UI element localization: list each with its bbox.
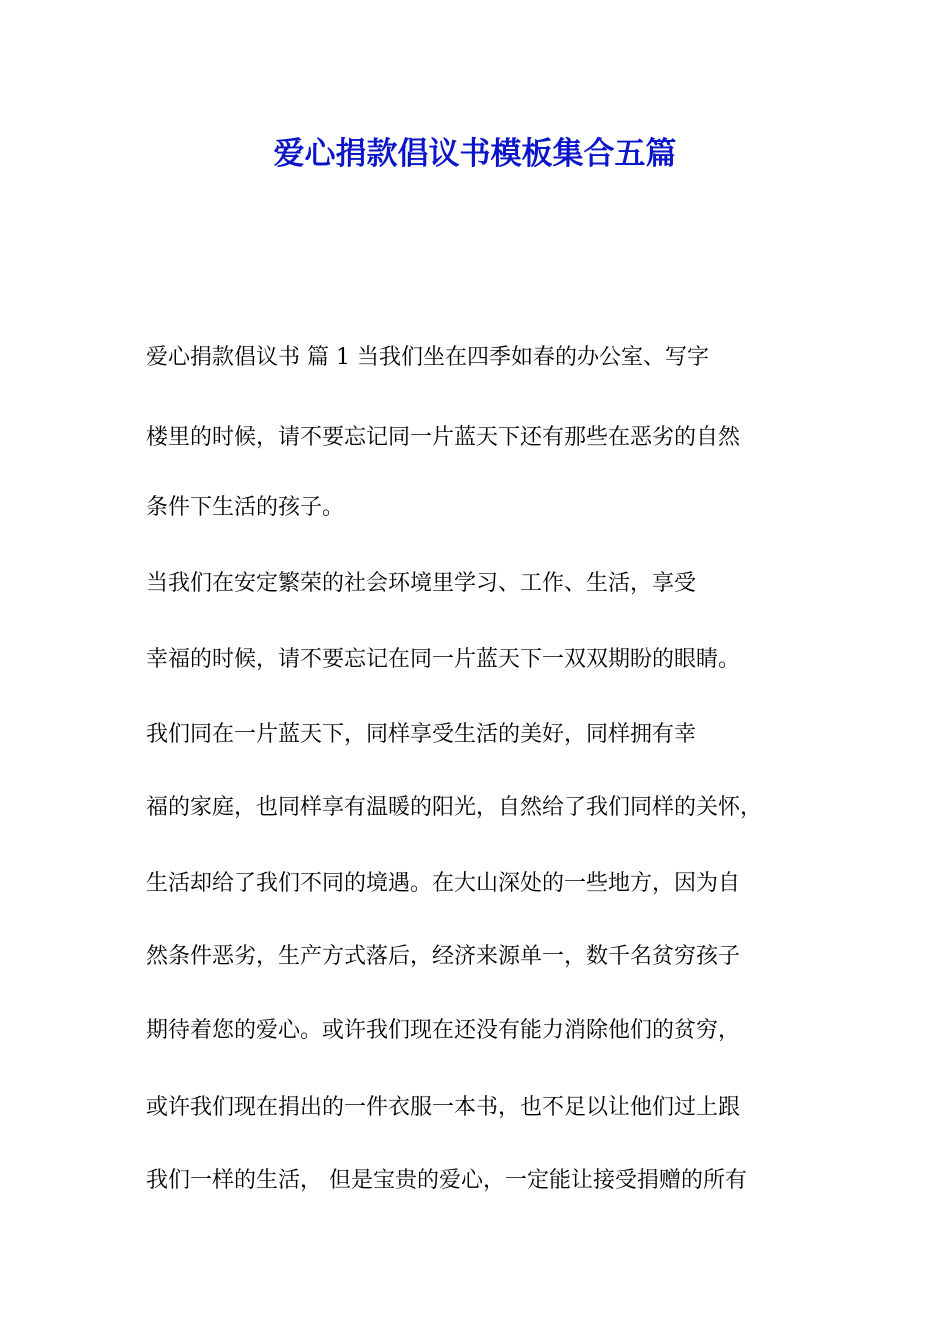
text-line: 我们同在一片蓝天下，同样享受生活的美好，同样拥有幸 xyxy=(146,722,697,747)
text-line: 当我们在安定繁荣的社会环境里学习、工作、生活，享受 xyxy=(146,571,697,596)
text-line: 幸福的时候，请不要忘记在同一片蓝天下一双双期盼的眼睛。 xyxy=(146,647,741,672)
text-line: 爱心捐款倡议书 篇 1 当我们坐在四季如春的办公室、写字 xyxy=(146,345,709,370)
text-line: 期待着您的爱心。或许我们现在还没有能力消除他们的贫穷， xyxy=(146,1018,741,1043)
text-line: 条件下生活的孩子。 xyxy=(146,495,345,520)
text-line: 或许我们现在捐出的一件衣服一本书，也不足以让他们过上跟 xyxy=(146,1095,741,1120)
text-line: 然条件恶劣，生产方式落后，经济来源单一，数千名贫穷孩子 xyxy=(146,944,741,969)
text-line: 我们一样的生活， 但是宝贵的爱心，一定能让接受捐赠的所有 xyxy=(146,1168,747,1193)
text-line: 福的家庭，也同样享有温暖的阳光，自然给了我们同样的关怀， xyxy=(146,795,763,820)
text-line: 生活却给了我们不同的境遇。在大山深处的一些地方，因为自 xyxy=(146,871,741,896)
document-title: 爱心捐款倡议书模板集合五篇 xyxy=(273,136,677,172)
text-line: 楼里的时候，请不要忘记同一片蓝天下还有那些在恶劣的自然 xyxy=(146,425,741,450)
